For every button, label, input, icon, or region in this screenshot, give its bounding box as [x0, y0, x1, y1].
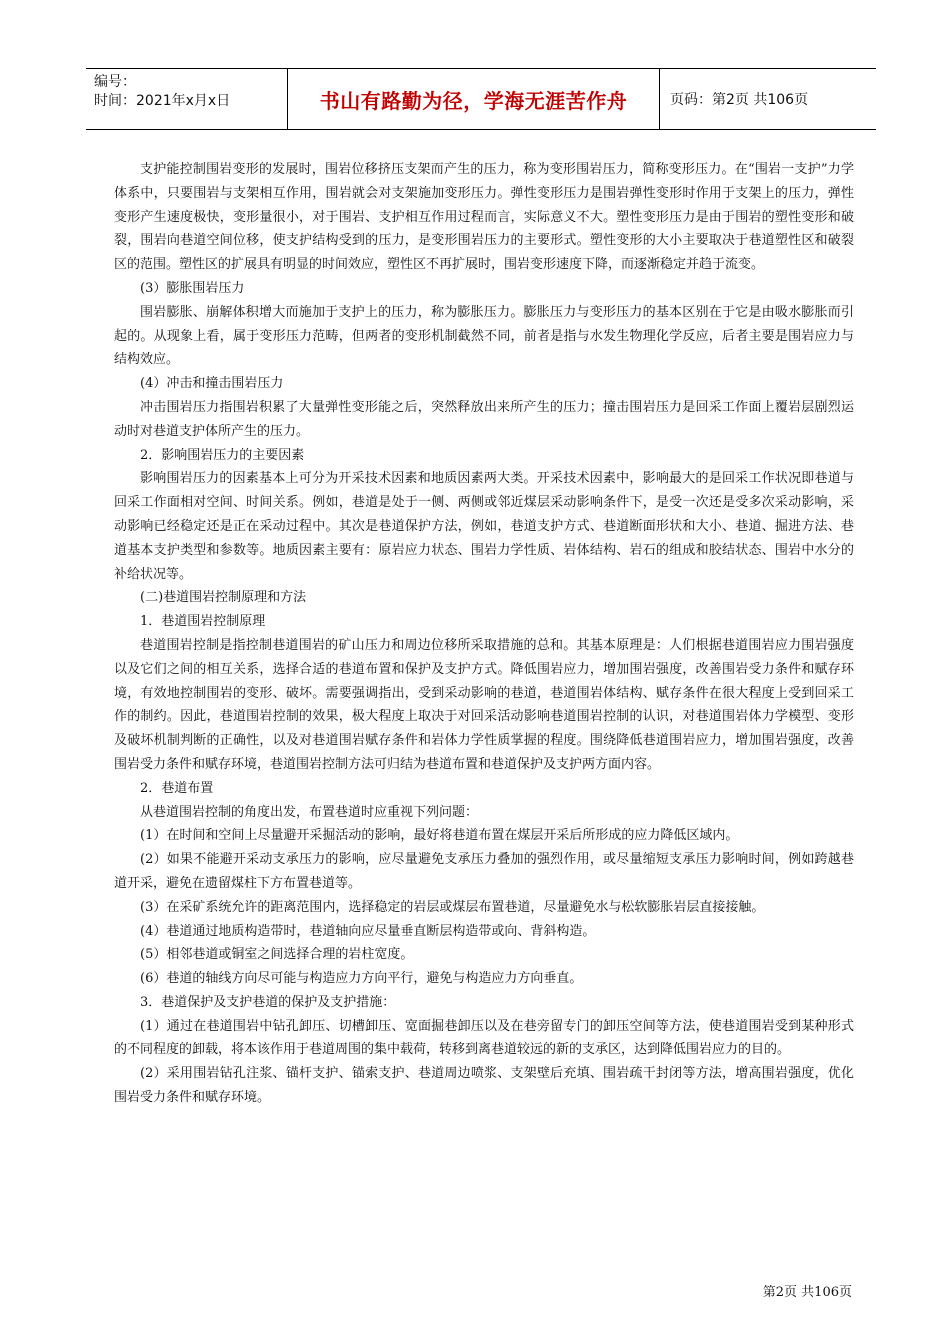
- paragraph: 围岩膨胀、崩解体积增大而施加于支护上的压力，称为膨胀压力。膨胀压力与变形压力的基本区别在于它是由吸水膨胀而引起的。从现象上看，属于变形压力范畴，但两者的变形机制截然不同，前者是指与水发生物理化学反应，后者主要是围岩应力与结构效应。: [114, 304, 854, 368]
- section-heading: 1．巷道围岩控制原理: [140, 614, 266, 630]
- section-heading: (4）冲击和撞击围岩压力: [140, 376, 284, 392]
- section-heading: 3．巷道保护及支护巷道的保护及支护措施：: [140, 994, 396, 1010]
- section-heading: (二)巷道围岩控制原理和方法: [140, 590, 307, 606]
- paragraph: 从巷道围岩控制的角度出发，布置巷道时应重视下列问题：: [140, 804, 479, 820]
- paragraph: 冲击围岩压力指围岩积累了大量弹性变形能之后，突然释放出来所产生的压力；撞击围岩压力是回采工作面上覆岩层剧烈运动时对巷道支护体所产生的压力。: [114, 399, 854, 439]
- list-item: (4）巷道通过地质构造带时，巷道轴向应尽量垂直断层构造带或向、背斜构造。: [140, 923, 596, 939]
- section-heading: 2．影响围岩压力的主要因素: [140, 447, 305, 463]
- list-item: (1）通过在巷道围岩中钻孔卸压、切槽卸压、宽面掘巷卸压以及在巷旁留专门的卸压空间等方法，使巷道围岩受到某种形式的不同程度的卸载，将本该作用于巷道周围的集中载荷，转移到离巷道较远的新的支承区，达到降低围岩应力的目的。: [114, 1018, 854, 1058]
- list-item: (3）在采矿系统允许的距离范围内，选择稳定的岩层或煤层布置巷道，尽量避免水与松软膨胀岩层直接接触。: [140, 899, 765, 915]
- list-item: (5）相邻巷道或铜室之间选择合理的岩柱宽度。: [140, 947, 414, 963]
- document-body: [114, 158, 854, 1110]
- page-footer: 第2页 共106页: [762, 1285, 852, 1300]
- document-time-label: 时间：2021年x月x日: [94, 93, 231, 109]
- paragraph: 影响围岩压力的因素基本上可分为开采技术因素和地质因素两大类。开采技术因素中，影响最大的是回采工作状况即巷道与回采工作面相对空间、时间关系。例如，巷道是处于一侧、两侧或邻近煤层采动影响条件下，是受一次还是受多次采动影响，采动影响已经稳定还是正在采动过程中。其次是巷道保护方法，例如，巷道支护方式、巷道断面形状和大小、巷道、掘进方法、巷道基本支护类型和参数等。地质因素主要有：原岩应力状态、围岩力学性质、岩体结构、岩石的组成和胶结状态、围岩中水分的补给状况等。: [114, 471, 854, 582]
- list-item: (2）如果不能避开采动支承压力的影响，应尽量避免支承压力叠加的强烈作用，或尽量缩短支承压力影响时间，例如跨越巷道开采，避免在遗留煤柱下方布置巷道等。: [114, 852, 854, 891]
- list-item: (1）在时间和空间上尽量避开采掘活动的影响，最好将巷道布置在煤层开采后所形成的应力降低区域内。: [140, 828, 739, 844]
- list-item: (2）采用围岩钻孔注浆、锚杆支护、锚索支护、巷道周边喷浆、支架壁后充填、围岩疏干封闭等方法，增高围岩强度，优化围岩受力条件和赋存环境。: [114, 1066, 854, 1106]
- paragraph: 巷道围岩控制是指控制巷道围岩的矿山压力和周边位移所采取措施的总和。其基本原理是：人们根据巷道围岩应力围岩强度以及它们之间的相互关系，选择合适的巷道布置和保护及支护方式。降低围岩应力，增加围岩强度，改善围岩受力条件和赋存环境，有效地控制围岩的变形、破坏。需要强调指出，受到采动影响的巷道，巷道围岩体结构、赋存条件在很大程度上受到回采工作的制约。因此，巷道围岩控制的效果，极大程度上取决于对回采活动影响巷道围岩控制的认识，对巷道围岩体力学模型、变形及破坏机制判断的正确性，以及对巷道围岩赋存条件和岩体力学性质掌握的程度。围绕降低巷道围岩应力，增加围岩强度，改善围岩受力条件和赋存环境，巷道围岩控制方法可归结为巷道布置和巷道保护及支护两方面内容。: [114, 637, 854, 772]
- document-number-label: 编号：: [94, 74, 136, 90]
- header-motto: 书山有路勤为径，学海无涯苦作舟: [288, 69, 660, 129]
- header-meta: [86, 69, 288, 129]
- section-heading: 2．巷道布置: [140, 780, 214, 796]
- section-heading: (3）膨胀围岩压力: [140, 280, 245, 296]
- page-header: [86, 68, 876, 130]
- paragraph: 支护能控制围岩变形的发展时，围岩位移挤压支架而产生的压力，称为变形围岩压力，简称变形压力。在“围岩一支护”力学体系中，只要围岩与支架相互作用，围岩就会对支架施加变形压力。弹性变形压力是围岩弹性变形时作用于支架上的压力，弹性变形产生速度极快，变形量很小，对于围岩、支护相互作用过程而言，实际意义不大。塑性变形压力是由于围岩的塑性变形和破裂，围岩向巷道空间位移，使支护结构受到的压力，是变形围岩压力的主要形式。塑性变形的大小主要取决于巷道塑性区和破裂区的范围。塑性区的扩展具有明显的时间效应，塑性区不再扩展时，围岩变形速度下降，而逐渐稳定并趋于流变。: [114, 162, 854, 273]
- list-item: (6）巷道的轴线方向尽可能与构造应力方向平行，避免与构造应力方向垂直。: [140, 971, 583, 987]
- header-page-number: 页码：第2页 共106页: [670, 92, 809, 108]
